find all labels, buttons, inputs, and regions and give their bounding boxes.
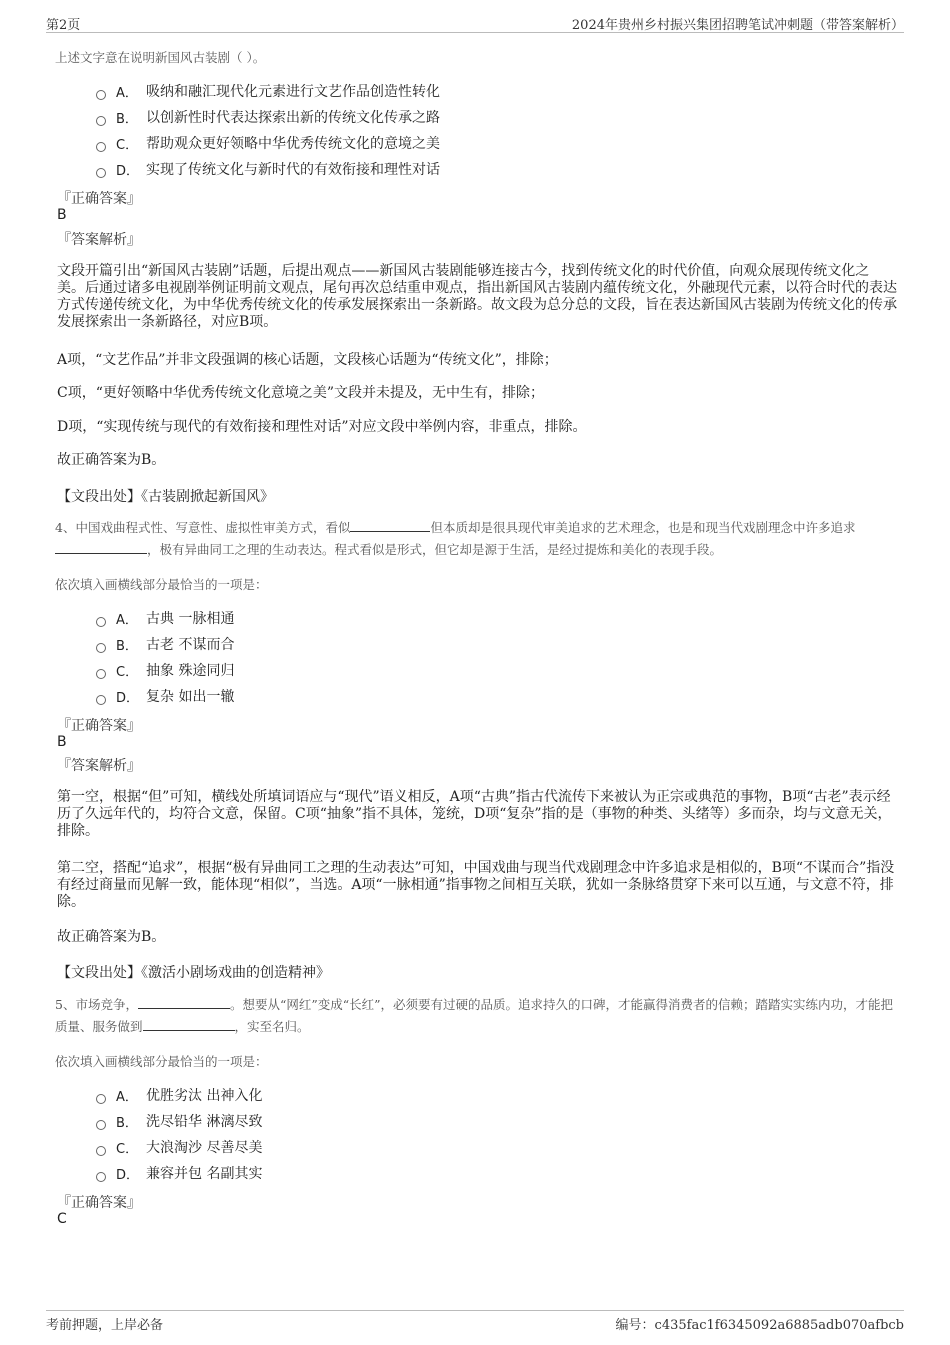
question-stem: 5、市场竞争， 。想要从“网红”变成“长红”，必须要有过硬的品质。追求持久的口碑，才能赢得消费者的信赖；踏踏实实练内功，才能把质量、服务做到 ，实至名归。 (55, 997, 894, 1034)
radio-icon[interactable] (96, 142, 106, 152)
radio-icon[interactable] (96, 695, 106, 705)
answer-value: C (57, 1211, 67, 1227)
radio-icon[interactable] (96, 669, 106, 679)
answer-value: B (57, 207, 67, 223)
option-a[interactable]: A． 优胜劣汰 出神入化 (96, 1082, 262, 1108)
fill-blank (55, 540, 147, 554)
analysis-paragraph: 文段开篇引出“新国风古装剧”话题，后提出观点——新国风古装剧能够连接古今，找到传统文化的时代价值，向观众展现传统文化之美。后通过诸多电视剧举例证明前文观点，尾句再次总结重申观点，指出新国风古装剧内蕴传统文化，外融现代元素，以符合时代的表达方式传递传统文化，为中华优秀传统文化的传承发展探索出一条新路。故文段为总分总的文段，旨在表达新国风古装剧为传统文化的传承发展探索出一条新路径，对应B项。 (57, 263, 897, 330)
option-list (96, 605, 234, 709)
option-list (96, 78, 440, 182)
analysis-paragraph: 故正确答案为B。 (57, 929, 166, 945)
option-d[interactable]: D． 兼容并包 名副其实 (96, 1160, 262, 1186)
analysis-paragraph: 故正确答案为B。 (57, 452, 166, 468)
question-stem: 4、中国戏曲程式性、写意性、虚拟性审美方式，看似 但本质却是很具现代审美追求的艺术理念，也是和现当代戏剧理念中许多追求，极有异曲同工之理的生动表达。程式看似是形式，但它却是源于生活，是经过提炼和美化的表现手段。 (55, 520, 856, 557)
answer-value: B (57, 734, 67, 750)
fill-blank (143, 1017, 235, 1031)
radio-icon[interactable] (96, 116, 106, 126)
option-c[interactable]: C． 大浪淘沙 尽善尽美 (96, 1134, 262, 1160)
option-d[interactable]: D． 复杂 如出一辙 (96, 683, 234, 709)
analysis-label: 『答案解析』 (57, 758, 141, 774)
analysis-paragraph: D项，“实现传统与现代的有效衔接和理性对话”对应文段中举例内容，非重点，排除。 (57, 419, 587, 435)
page-number: 第2页 (46, 18, 81, 33)
answer-label: 『正确答案』 (57, 1195, 141, 1211)
analysis-label: 『答案解析』 (57, 232, 141, 248)
radio-icon[interactable] (96, 643, 106, 653)
fill-blank (350, 518, 430, 532)
answer-label: 『正确答案』 (57, 191, 141, 207)
option-a[interactable]: A． 吸纳和融汇现代化元素进行文艺作品创造性转化 (96, 78, 440, 104)
document-code: 编号：c435fac1f6345092a6885adb070afbcb (615, 1318, 904, 1333)
option-b[interactable]: B． 洗尽铅华 淋漓尽致 (96, 1108, 262, 1134)
page-header (46, 12, 904, 33)
source-citation: 【文段出处】《激活小剧场戏曲的创造精神》 (57, 965, 330, 981)
analysis-paragraph: 第一空，根据“但”可知，横线处所填词语应与“现代”语义相反，A项“古典”指古代流传下来被认为正宗或典范的事物，B项“古老”表示经历了久远年代的，均符合文意，保留。C项“抽象”指不具体，笼统，D项“复杂”指的是（事物的种类、头绪等）多而杂，均与文意无关，排除。 (57, 789, 892, 839)
analysis-paragraph: 第二空，搭配“追求”，根据“极有异曲同工之理的生动表达”可知，中国戏曲与现当代戏剧理念中许多追求是相似的，B项“不谋而合”指没有经过商量而见解一致，能体现“相似”，当选。A项“一脉相通”指事物之间相互关联，犹如一条脉络贯穿下来可以互通，与文意不符，排除。 (57, 860, 895, 910)
fill-blank (138, 995, 230, 1009)
footer-slogan: 考前押题，上岸必备 (46, 1318, 164, 1333)
question-prompt: 上述文字意在说明新国风古装剧（ ）。 (55, 50, 266, 65)
option-c[interactable]: C． 帮助观众更好领略中华优秀传统文化的意境之美 (96, 130, 440, 156)
document-title: 2024年贵州乡村振兴集团招聘笔试冲刺题（带答案解析） (571, 18, 904, 33)
analysis-paragraph: C项，“更好领略中华优秀传统文化意境之美”文段并未提及，无中生有，排除； (57, 385, 545, 401)
option-c[interactable]: C． 抽象 殊途同归 (96, 657, 234, 683)
radio-icon[interactable] (96, 1172, 106, 1182)
source-citation: 【文段出处】《古装剧掀起新国风》 (57, 489, 274, 505)
radio-icon[interactable] (96, 90, 106, 100)
radio-icon[interactable] (96, 168, 106, 178)
option-list (96, 1082, 262, 1186)
option-d[interactable]: D． 实现了传统文化与新时代的有效衔接和理性对话 (96, 156, 440, 182)
option-a[interactable]: A． 古典 一脉相通 (96, 605, 234, 631)
radio-icon[interactable] (96, 617, 106, 627)
page-footer (46, 1310, 904, 1335)
question-instruction: 依次填入画横线部分最恰当的一项是： (55, 1054, 268, 1069)
radio-icon[interactable] (96, 1120, 106, 1130)
question-instruction: 依次填入画横线部分最恰当的一项是： (55, 577, 268, 592)
answer-label: 『正确答案』 (57, 718, 141, 734)
option-b[interactable]: B． 以创新性时代表达探索出新的传统文化传承之路 (96, 104, 440, 130)
radio-icon[interactable] (96, 1094, 106, 1104)
radio-icon[interactable] (96, 1146, 106, 1156)
analysis-paragraph: A项，“文艺作品”并非文段强调的核心话题，文段核心话题为“传统文化”，排除； (57, 352, 558, 368)
option-b[interactable]: B． 古老 不谋而合 (96, 631, 234, 657)
